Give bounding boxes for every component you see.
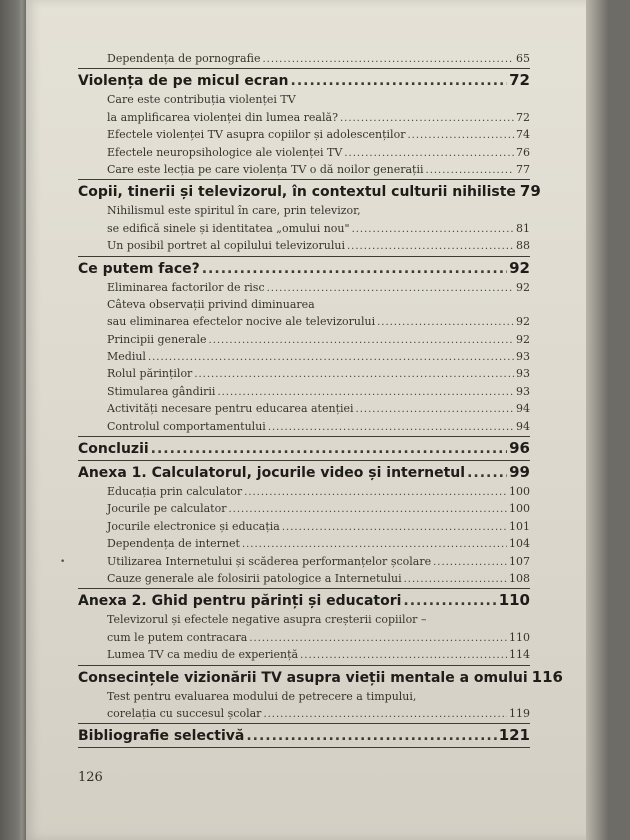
toc-leader — [217, 384, 514, 401]
toc-chapter-title: Anexa 1. Calculatorul, jocurile video și internetul — [78, 465, 466, 482]
toc-leader — [209, 332, 514, 349]
toc-entry-page: 93 — [516, 384, 530, 398]
toc-entry-title: Efectele neuropsihologice ale violenței TV — [107, 145, 343, 159]
toc-leader — [151, 439, 507, 460]
toc-entry-page: 65 — [516, 52, 530, 65]
toc-leader — [194, 366, 514, 383]
toc-entry-page: 93 — [516, 350, 530, 364]
toc-leader — [404, 571, 507, 588]
toc-entry-page: 92 — [516, 280, 530, 294]
toc-entry — [78, 161, 530, 178]
toc-leader — [262, 51, 514, 68]
toc-entry-title: Dependența de pornografie — [107, 52, 261, 65]
toc-chapter-page: 110 — [498, 591, 530, 610]
toc-entry — [78, 418, 530, 435]
toc-leader — [377, 314, 514, 331]
toc-entry — [78, 144, 530, 161]
section-divider — [78, 665, 530, 666]
toc-leader — [352, 221, 514, 238]
toc-chapter-title: Bibliografie selectivă — [78, 728, 245, 745]
section-divider — [78, 723, 530, 724]
toc-leader — [426, 162, 514, 179]
toc-entry — [78, 109, 530, 126]
toc-entry — [78, 570, 530, 587]
toc-entry-title: Activități necesare pentru educarea atenției — [107, 402, 354, 416]
toc-entry — [78, 237, 530, 254]
toc-entry-page: 94 — [516, 402, 530, 416]
toc-entry — [78, 220, 530, 237]
toc-entry-title: Care este lecția pe care violența TV o dă noilor generații — [107, 162, 424, 176]
section-divider — [78, 179, 530, 180]
toc-leader — [291, 71, 508, 92]
toc-leader — [347, 238, 514, 255]
toc-entry-page: 93 — [516, 367, 530, 381]
toc-leader — [300, 647, 507, 664]
toc-chapter-title: Ce putem face? — [78, 260, 200, 277]
section-divider — [78, 588, 530, 589]
toc-leader — [202, 259, 507, 280]
toc-chapter — [78, 667, 563, 688]
toc-chapter-page: 72 — [509, 71, 530, 90]
toc-entry-title: Controlul comportamentului — [107, 419, 266, 433]
toc-entry-page: 108 — [509, 571, 530, 585]
toc-chapter — [78, 590, 530, 611]
section-divider — [78, 68, 530, 69]
toc-entry-page: 74 — [516, 128, 530, 142]
toc-entry-page: 104 — [509, 537, 530, 551]
toc-leader — [403, 591, 496, 612]
toc-leader — [229, 501, 508, 518]
toc-leader — [407, 127, 514, 144]
toc-entry-line: Test pentru evaluarea modului de petrecere a timpului, — [107, 689, 417, 703]
toc-entry — [78, 400, 530, 417]
toc-entry-page: 76 — [516, 145, 530, 159]
toc-leader — [433, 554, 507, 571]
toc-entry-title: Efectele violenței TV asupra copiilor și adolescenților — [107, 128, 406, 142]
page-number: 126 — [78, 770, 103, 785]
toc-entry-title: Dependența de internet — [107, 537, 240, 551]
toc-entry — [78, 483, 530, 500]
toc-leader — [282, 519, 507, 536]
toc-leader — [268, 419, 514, 436]
toc-entry-line: Câteva observații privind diminuarea — [107, 297, 315, 311]
toc-leader — [263, 706, 507, 723]
toc-entry-page: 92 — [516, 315, 530, 329]
toc-chapter — [78, 462, 530, 483]
toc-chapter — [78, 181, 541, 202]
toc-chapter — [78, 438, 530, 459]
toc-entry — [78, 331, 530, 348]
toc-entry-title: se edifică sinele și identitatea „omului nou" — [107, 221, 350, 235]
toc-chapter-title: Violența de pe micul ecran — [78, 73, 289, 90]
toc-entry-page: 72 — [516, 110, 530, 124]
toc-chapter-page: 121 — [498, 726, 530, 745]
toc-entry — [78, 126, 530, 143]
toc-entry-page: 110 — [509, 630, 530, 644]
table-of-contents — [78, 50, 563, 749]
toc-entry-title: Eliminarea factorilor de risc — [107, 280, 265, 294]
toc-entry-title: Rolul părinților — [107, 367, 193, 381]
toc-entry-title: Principii generale — [107, 332, 207, 346]
toc-entry — [78, 348, 530, 365]
toc-chapter-page: 99 — [509, 463, 530, 482]
toc-entry-title: Un posibil portret al copilului televizorului — [107, 239, 345, 253]
toc-leader — [344, 145, 514, 162]
page-edge-shadow — [586, 0, 608, 840]
toc-entry — [78, 535, 530, 552]
toc-chapter — [78, 725, 530, 746]
toc-entry-page: 114 — [509, 648, 530, 662]
margin-mark: • — [60, 557, 66, 567]
toc-leader — [356, 401, 514, 418]
toc-leader — [244, 484, 507, 501]
toc-entry — [78, 50, 530, 67]
toc-chapter — [78, 258, 530, 279]
toc-entry-title: Cauze generale ale folosirii patologice a Internetului — [107, 571, 402, 585]
section-divider — [78, 256, 530, 257]
toc-entry-line: Televizorul și efectele negative asupra creșterii copiilor – — [107, 613, 427, 627]
toc-chapter-title: Copii, tinerii și televizorul, în contextul culturii nihiliste — [78, 184, 516, 201]
toc-entry — [78, 553, 530, 570]
section-divider — [78, 460, 530, 461]
toc-entry-title: corelația cu succesul școlar — [107, 706, 262, 720]
toc-entry — [78, 383, 530, 400]
toc-entry-page: 81 — [516, 221, 530, 235]
toc-entry — [78, 646, 530, 663]
toc-leader — [467, 463, 507, 484]
toc-chapter-page: 96 — [509, 439, 530, 458]
toc-chapter-title: Consecințele vizionării TV asupra vieții mentale a omului — [78, 669, 528, 686]
toc-entry — [78, 365, 530, 382]
toc-entry-title: Stimularea gândirii — [107, 384, 216, 398]
toc-entry-page: 119 — [509, 706, 530, 720]
toc-entry-title: la amplificarea violenței din lumea reală? — [107, 110, 338, 124]
toc-chapter-page: 92 — [509, 258, 530, 277]
toc-entry — [78, 518, 530, 535]
toc-entry-page: 100 — [509, 485, 530, 499]
toc-chapter-page: 116 — [531, 667, 563, 686]
toc-chapter-title: Concluzii — [78, 441, 149, 458]
toc-chapter-title: Anexa 2. Ghid pentru părinți și educatori — [78, 593, 402, 610]
toc-chapter — [78, 70, 530, 91]
toc-entry-title: cum le putem contracara — [107, 630, 248, 644]
toc-leader — [148, 349, 514, 366]
toc-entry — [78, 313, 530, 330]
toc-leader — [246, 726, 496, 747]
toc-leader — [249, 630, 507, 647]
toc-entry-line: Care este contribuția violenței TV — [107, 93, 296, 107]
toc-entry-title: Mediul — [107, 350, 146, 364]
toc-entry-line: Nihilismul este spiritul în care, prin televizor, — [107, 204, 361, 218]
toc-leader — [340, 110, 514, 127]
toc-entry-page: 100 — [509, 502, 530, 516]
toc-entry — [78, 705, 530, 722]
toc-entry-page: 94 — [516, 419, 530, 433]
toc-entry-page: 77 — [516, 162, 530, 176]
section-divider — [78, 436, 530, 437]
toc-leader — [267, 280, 514, 297]
toc-entry-page: 101 — [509, 519, 530, 533]
toc-entry-title: Lumea TV ca mediu de experiență — [107, 648, 299, 662]
toc-entry-title: Utilizarea Internetului și scăderea performanțelor școlare — [107, 554, 432, 568]
toc-entry-title: Jocurile electronice și educația — [107, 519, 280, 533]
toc-entry-title: Jocurile pe calculator — [107, 502, 227, 516]
toc-entry — [78, 500, 530, 517]
toc-entry-title: sau eliminarea efectelor nocive ale televizorului — [107, 315, 376, 329]
toc-leader — [242, 536, 507, 553]
toc-entry-page: 107 — [509, 554, 530, 568]
toc-entry-page: 88 — [516, 239, 530, 253]
toc-entry-title: Educația prin calculator — [107, 485, 243, 499]
section-divider — [78, 747, 530, 748]
toc-entry-page: 92 — [516, 332, 530, 346]
toc-entry — [78, 629, 530, 646]
toc-entry — [78, 279, 530, 296]
toc-chapter-page: 79 — [519, 182, 541, 201]
